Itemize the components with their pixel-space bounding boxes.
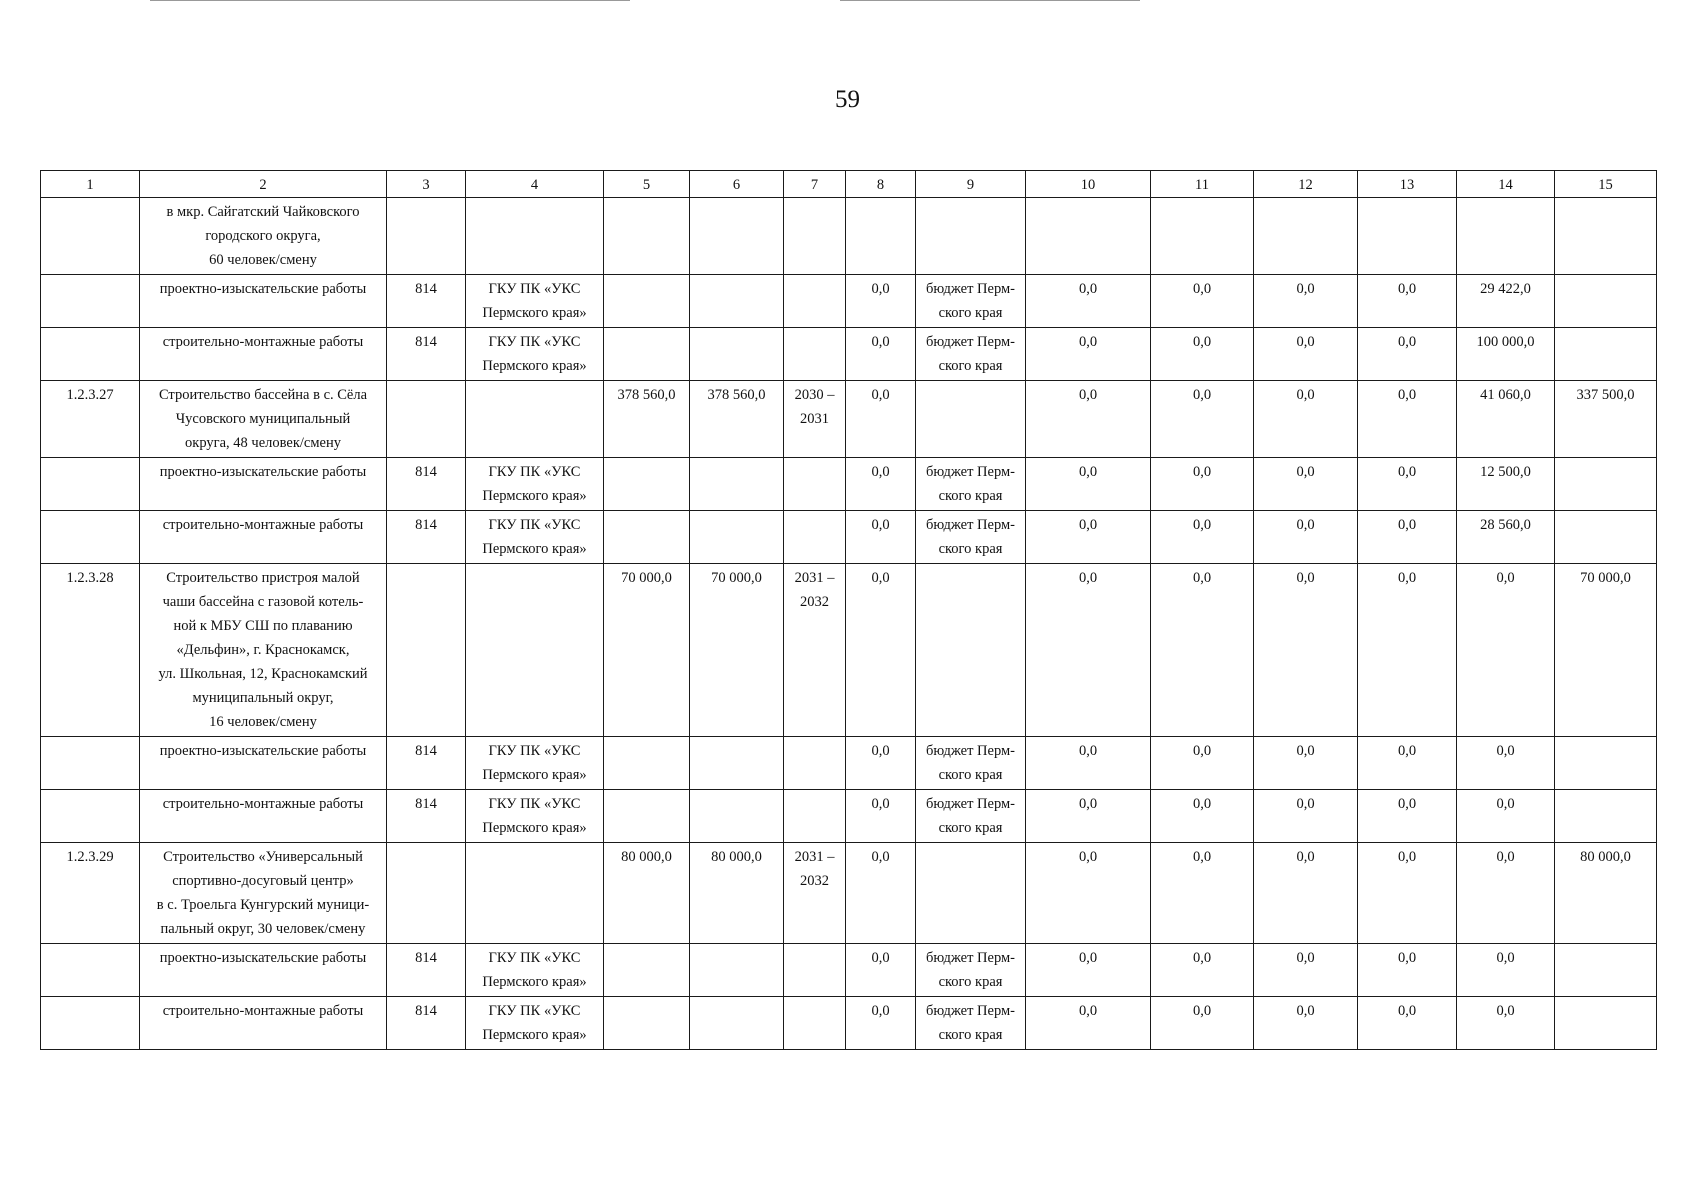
table-cell-col-8: 0,0 bbox=[846, 328, 916, 381]
column-header-2: 2 bbox=[140, 171, 387, 198]
table-cell-col-10: 0,0 bbox=[1026, 737, 1151, 790]
table-cell-col-14: 41 060,0 bbox=[1457, 381, 1555, 458]
table-cell-col-3: 814 bbox=[387, 997, 466, 1050]
table-cell-col-11: 0,0 bbox=[1151, 790, 1254, 843]
header-row bbox=[41, 171, 1657, 198]
table-cell-col-14: 0,0 bbox=[1457, 564, 1555, 737]
table-cell-col-15 bbox=[1555, 328, 1657, 381]
table-cell-col-15 bbox=[1555, 944, 1657, 997]
table-cell-col-10: 0,0 bbox=[1026, 843, 1151, 944]
table-cell-col-8: 0,0 bbox=[846, 564, 916, 737]
table-cell-col-15 bbox=[1555, 275, 1657, 328]
table-cell-col-4 bbox=[466, 198, 604, 275]
column-header-3: 3 bbox=[387, 171, 466, 198]
table-cell-col-2: проектно-изыскательские работы bbox=[140, 275, 387, 328]
table-cell-col-7 bbox=[784, 458, 846, 511]
table-cell-col-5 bbox=[604, 198, 690, 275]
table-cell-col-1 bbox=[41, 737, 140, 790]
table-cell-col-2: строительно-монтажные работы bbox=[140, 790, 387, 843]
table-cell-col-13: 0,0 bbox=[1358, 843, 1457, 944]
table-cell-col-4 bbox=[466, 843, 604, 944]
table-cell-col-2: строительно-монтажные работы bbox=[140, 511, 387, 564]
table-cell-col-6 bbox=[690, 997, 784, 1050]
table-cell-col-4: ГКУ ПК «УКС Пермского края» bbox=[466, 997, 604, 1050]
table-cell-col-7: 2031 – 2032 bbox=[784, 843, 846, 944]
table-cell-col-3 bbox=[387, 564, 466, 737]
table-cell-col-15 bbox=[1555, 997, 1657, 1050]
table-cell-col-5 bbox=[604, 944, 690, 997]
table-cell-col-14: 0,0 bbox=[1457, 790, 1555, 843]
table-cell-col-12: 0,0 bbox=[1254, 458, 1358, 511]
table-row bbox=[41, 275, 1657, 328]
table-cell-col-1 bbox=[41, 198, 140, 275]
table-cell-col-10: 0,0 bbox=[1026, 564, 1151, 737]
table-cell-col-6 bbox=[690, 944, 784, 997]
table-cell-col-9: бюджет Перм- ского края bbox=[916, 458, 1026, 511]
table-cell-col-15 bbox=[1555, 198, 1657, 275]
table-cell-col-12 bbox=[1254, 198, 1358, 275]
table-cell-col-2: проектно-изыскательские работы bbox=[140, 737, 387, 790]
table-cell-col-10: 0,0 bbox=[1026, 381, 1151, 458]
table-cell-col-14: 0,0 bbox=[1457, 737, 1555, 790]
table-cell-col-11: 0,0 bbox=[1151, 328, 1254, 381]
table-cell-col-7: 2030 – 2031 bbox=[784, 381, 846, 458]
column-header-6: 6 bbox=[690, 171, 784, 198]
table-cell-col-8: 0,0 bbox=[846, 997, 916, 1050]
table-cell-col-6 bbox=[690, 275, 784, 328]
table-cell-col-15: 70 000,0 bbox=[1555, 564, 1657, 737]
table-cell-col-10: 0,0 bbox=[1026, 275, 1151, 328]
table-cell-col-7 bbox=[784, 790, 846, 843]
table-cell-col-1: 1.2.3.27 bbox=[41, 381, 140, 458]
table-cell-col-3 bbox=[387, 198, 466, 275]
table-cell-col-15: 337 500,0 bbox=[1555, 381, 1657, 458]
table-cell-col-3: 814 bbox=[387, 275, 466, 328]
table-cell-col-5 bbox=[604, 790, 690, 843]
table-row bbox=[41, 564, 1657, 737]
table-cell-col-3: 814 bbox=[387, 944, 466, 997]
table-row bbox=[41, 511, 1657, 564]
table-cell-col-13: 0,0 bbox=[1358, 458, 1457, 511]
table-cell-col-11: 0,0 bbox=[1151, 381, 1254, 458]
table-cell-col-6 bbox=[690, 458, 784, 511]
table-cell-col-12: 0,0 bbox=[1254, 564, 1358, 737]
table-cell-col-10: 0,0 bbox=[1026, 944, 1151, 997]
table-cell-col-3 bbox=[387, 381, 466, 458]
table-cell-col-12: 0,0 bbox=[1254, 944, 1358, 997]
table-cell-col-10: 0,0 bbox=[1026, 790, 1151, 843]
table-cell-col-2: Строительство пристроя малой чаши бассейна с газовой котель- ной к МБУ СШ по плаванию «Дельфин», г. Краснокамск, ул. Школьная, 12, Краснокамский муниципальный округ, 16 человек/смену bbox=[140, 564, 387, 737]
table-cell-col-12: 0,0 bbox=[1254, 997, 1358, 1050]
table-cell-col-9: бюджет Перм- ского края bbox=[916, 944, 1026, 997]
table-row bbox=[41, 737, 1657, 790]
table-cell-col-7 bbox=[784, 997, 846, 1050]
table-cell-col-6 bbox=[690, 198, 784, 275]
table-cell-col-2: проектно-изыскательские работы bbox=[140, 944, 387, 997]
table-cell-col-9: бюджет Перм- ского края bbox=[916, 790, 1026, 843]
column-header-12: 12 bbox=[1254, 171, 1358, 198]
table-cell-col-11: 0,0 bbox=[1151, 458, 1254, 511]
table-cell-col-1 bbox=[41, 997, 140, 1050]
table-cell-col-5 bbox=[604, 275, 690, 328]
table-cell-col-7 bbox=[784, 198, 846, 275]
table-cell-col-12: 0,0 bbox=[1254, 511, 1358, 564]
table-cell-col-6: 70 000,0 bbox=[690, 564, 784, 737]
table-row bbox=[41, 458, 1657, 511]
table-cell-col-1 bbox=[41, 275, 140, 328]
table-cell-col-6 bbox=[690, 511, 784, 564]
table-cell-col-2: в мкр. Сайгатский Чайковского городского округа, 60 человек/смену bbox=[140, 198, 387, 275]
table-cell-col-9 bbox=[916, 564, 1026, 737]
table-cell-col-7 bbox=[784, 944, 846, 997]
table-cell-col-1 bbox=[41, 458, 140, 511]
scan-edge-top bbox=[150, 0, 630, 1]
table-cell-col-6: 80 000,0 bbox=[690, 843, 784, 944]
table-cell-col-2: строительно-монтажные работы bbox=[140, 328, 387, 381]
table-cell-col-5: 378 560,0 bbox=[604, 381, 690, 458]
table-cell-col-5 bbox=[604, 328, 690, 381]
column-header-4: 4 bbox=[466, 171, 604, 198]
column-header-15: 15 bbox=[1555, 171, 1657, 198]
table-cell-col-9 bbox=[916, 843, 1026, 944]
table-cell-col-14: 100 000,0 bbox=[1457, 328, 1555, 381]
table-cell-col-8: 0,0 bbox=[846, 944, 916, 997]
table-cell-col-12: 0,0 bbox=[1254, 843, 1358, 944]
table-row bbox=[41, 790, 1657, 843]
table-cell-col-8: 0,0 bbox=[846, 843, 916, 944]
table-cell-col-13: 0,0 bbox=[1358, 511, 1457, 564]
table-cell-col-13: 0,0 bbox=[1358, 381, 1457, 458]
table-cell-col-5 bbox=[604, 511, 690, 564]
table-cell-col-9: бюджет Перм- ского края bbox=[916, 997, 1026, 1050]
table-cell-col-9 bbox=[916, 381, 1026, 458]
table-cell-col-9: бюджет Перм- ского края bbox=[916, 737, 1026, 790]
table-row bbox=[41, 381, 1657, 458]
table-cell-col-3: 814 bbox=[387, 511, 466, 564]
table-cell-col-10: 0,0 bbox=[1026, 458, 1151, 511]
table-cell-col-5 bbox=[604, 997, 690, 1050]
table-row bbox=[41, 328, 1657, 381]
table-cell-col-15 bbox=[1555, 737, 1657, 790]
table-cell-col-5: 70 000,0 bbox=[604, 564, 690, 737]
table-cell-col-14: 0,0 bbox=[1457, 944, 1555, 997]
column-header-5: 5 bbox=[604, 171, 690, 198]
table-cell-col-12: 0,0 bbox=[1254, 737, 1358, 790]
column-header-9: 9 bbox=[916, 171, 1026, 198]
column-header-1: 1 bbox=[41, 171, 140, 198]
table-cell-col-11: 0,0 bbox=[1151, 275, 1254, 328]
table-cell-col-13 bbox=[1358, 198, 1457, 275]
table-cell-col-11 bbox=[1151, 198, 1254, 275]
table-cell-col-4: ГКУ ПК «УКС Пермского края» bbox=[466, 328, 604, 381]
table-cell-col-9: бюджет Перм- ского края bbox=[916, 275, 1026, 328]
column-header-7: 7 bbox=[784, 171, 846, 198]
table-cell-col-10: 0,0 bbox=[1026, 511, 1151, 564]
table-cell-col-10: 0,0 bbox=[1026, 997, 1151, 1050]
column-header-14: 14 bbox=[1457, 171, 1555, 198]
table-cell-col-8: 0,0 bbox=[846, 458, 916, 511]
table-cell-col-8: 0,0 bbox=[846, 275, 916, 328]
scan-edge-top-right bbox=[840, 0, 1140, 1]
table-cell-col-9: бюджет Перм- ского края bbox=[916, 511, 1026, 564]
table-cell-col-13: 0,0 bbox=[1358, 564, 1457, 737]
table-cell-col-8: 0,0 bbox=[846, 511, 916, 564]
table-cell-col-1: 1.2.3.28 bbox=[41, 564, 140, 737]
table-cell-col-7 bbox=[784, 275, 846, 328]
table-cell-col-13: 0,0 bbox=[1358, 997, 1457, 1050]
table-cell-col-15 bbox=[1555, 458, 1657, 511]
table-cell-col-9 bbox=[916, 198, 1026, 275]
table-row bbox=[41, 843, 1657, 944]
table-cell-col-14: 12 500,0 bbox=[1457, 458, 1555, 511]
table-cell-col-10 bbox=[1026, 198, 1151, 275]
table-cell-col-11: 0,0 bbox=[1151, 564, 1254, 737]
table-row bbox=[41, 198, 1657, 275]
table-cell-col-8: 0,0 bbox=[846, 737, 916, 790]
table-cell-col-4: ГКУ ПК «УКС Пермского края» bbox=[466, 737, 604, 790]
table-row bbox=[41, 944, 1657, 997]
table-cell-col-6: 378 560,0 bbox=[690, 381, 784, 458]
table-cell-col-3: 814 bbox=[387, 328, 466, 381]
table-cell-col-10: 0,0 bbox=[1026, 328, 1151, 381]
table-cell-col-3: 814 bbox=[387, 458, 466, 511]
table-cell-col-5 bbox=[604, 458, 690, 511]
table-cell-col-14: 28 560,0 bbox=[1457, 511, 1555, 564]
table-cell-col-12: 0,0 bbox=[1254, 275, 1358, 328]
table-cell-col-7 bbox=[784, 511, 846, 564]
table-cell-col-1 bbox=[41, 328, 140, 381]
table-cell-col-3: 814 bbox=[387, 737, 466, 790]
table-cell-col-6 bbox=[690, 737, 784, 790]
column-header-10: 10 bbox=[1026, 171, 1151, 198]
table-cell-col-9: бюджет Перм- ского края bbox=[916, 328, 1026, 381]
table-cell-col-14: 29 422,0 bbox=[1457, 275, 1555, 328]
table-cell-col-2: проектно-изыскательские работы bbox=[140, 458, 387, 511]
table-cell-col-11: 0,0 bbox=[1151, 511, 1254, 564]
table-cell-col-8: 0,0 bbox=[846, 381, 916, 458]
table-cell-col-2: строительно-монтажные работы bbox=[140, 997, 387, 1050]
table-cell-col-2: Строительство бассейна в с. Сёла Чусовского муниципальный округа, 48 человек/смену bbox=[140, 381, 387, 458]
table-cell-col-1 bbox=[41, 790, 140, 843]
table-cell-col-14: 0,0 bbox=[1457, 997, 1555, 1050]
table-row bbox=[41, 997, 1657, 1050]
page-number: 59 bbox=[835, 86, 860, 113]
table-cell-col-4 bbox=[466, 381, 604, 458]
table-cell-col-11: 0,0 bbox=[1151, 997, 1254, 1050]
table-cell-col-15 bbox=[1555, 511, 1657, 564]
table-cell-col-13: 0,0 bbox=[1358, 275, 1457, 328]
table-cell-col-3 bbox=[387, 843, 466, 944]
table-cell-col-1 bbox=[41, 511, 140, 564]
table-cell-col-6 bbox=[690, 328, 784, 381]
table-cell-col-1: 1.2.3.29 bbox=[41, 843, 140, 944]
table-cell-col-5 bbox=[604, 737, 690, 790]
table-cell-col-3: 814 bbox=[387, 790, 466, 843]
table-cell-col-4: ГКУ ПК «УКС Пермского края» bbox=[466, 790, 604, 843]
table-cell-col-5: 80 000,0 bbox=[604, 843, 690, 944]
table-cell-col-15 bbox=[1555, 790, 1657, 843]
table-cell-col-6 bbox=[690, 790, 784, 843]
budget-table bbox=[40, 170, 1657, 1050]
table-cell-col-2: Строительство «Универсальный спортивно-досуговый центр» в с. Троельга Кунгурский муници- пальный округ, 30 человек/смену bbox=[140, 843, 387, 944]
table-cell-col-7: 2031 – 2032 bbox=[784, 564, 846, 737]
table-cell-col-12: 0,0 bbox=[1254, 790, 1358, 843]
table-cell-col-11: 0,0 bbox=[1151, 737, 1254, 790]
table-body bbox=[41, 198, 1657, 1050]
table-cell-col-8 bbox=[846, 198, 916, 275]
table-cell-col-8: 0,0 bbox=[846, 790, 916, 843]
table-cell-col-14 bbox=[1457, 198, 1555, 275]
table-cell-col-7 bbox=[784, 737, 846, 790]
table-cell-col-4: ГКУ ПК «УКС Пермского края» bbox=[466, 458, 604, 511]
table-cell-col-13: 0,0 bbox=[1358, 944, 1457, 997]
table-cell-col-7 bbox=[784, 328, 846, 381]
table-cell-col-4: ГКУ ПК «УКС Пермского края» bbox=[466, 511, 604, 564]
column-header-8: 8 bbox=[846, 171, 916, 198]
table-cell-col-15: 80 000,0 bbox=[1555, 843, 1657, 944]
table-cell-col-11: 0,0 bbox=[1151, 843, 1254, 944]
table-cell-col-4 bbox=[466, 564, 604, 737]
table-cell-col-4: ГКУ ПК «УКС Пермского края» bbox=[466, 275, 604, 328]
table-cell-col-13: 0,0 bbox=[1358, 790, 1457, 843]
table-cell-col-13: 0,0 bbox=[1358, 737, 1457, 790]
table-cell-col-4: ГКУ ПК «УКС Пермского края» bbox=[466, 944, 604, 997]
table-cell-col-13: 0,0 bbox=[1358, 328, 1457, 381]
table-cell-col-12: 0,0 bbox=[1254, 328, 1358, 381]
column-header-11: 11 bbox=[1151, 171, 1254, 198]
table-cell-col-14: 0,0 bbox=[1457, 843, 1555, 944]
table-cell-col-12: 0,0 bbox=[1254, 381, 1358, 458]
column-header-13: 13 bbox=[1358, 171, 1457, 198]
table-cell-col-11: 0,0 bbox=[1151, 944, 1254, 997]
table-cell-col-1 bbox=[41, 944, 140, 997]
